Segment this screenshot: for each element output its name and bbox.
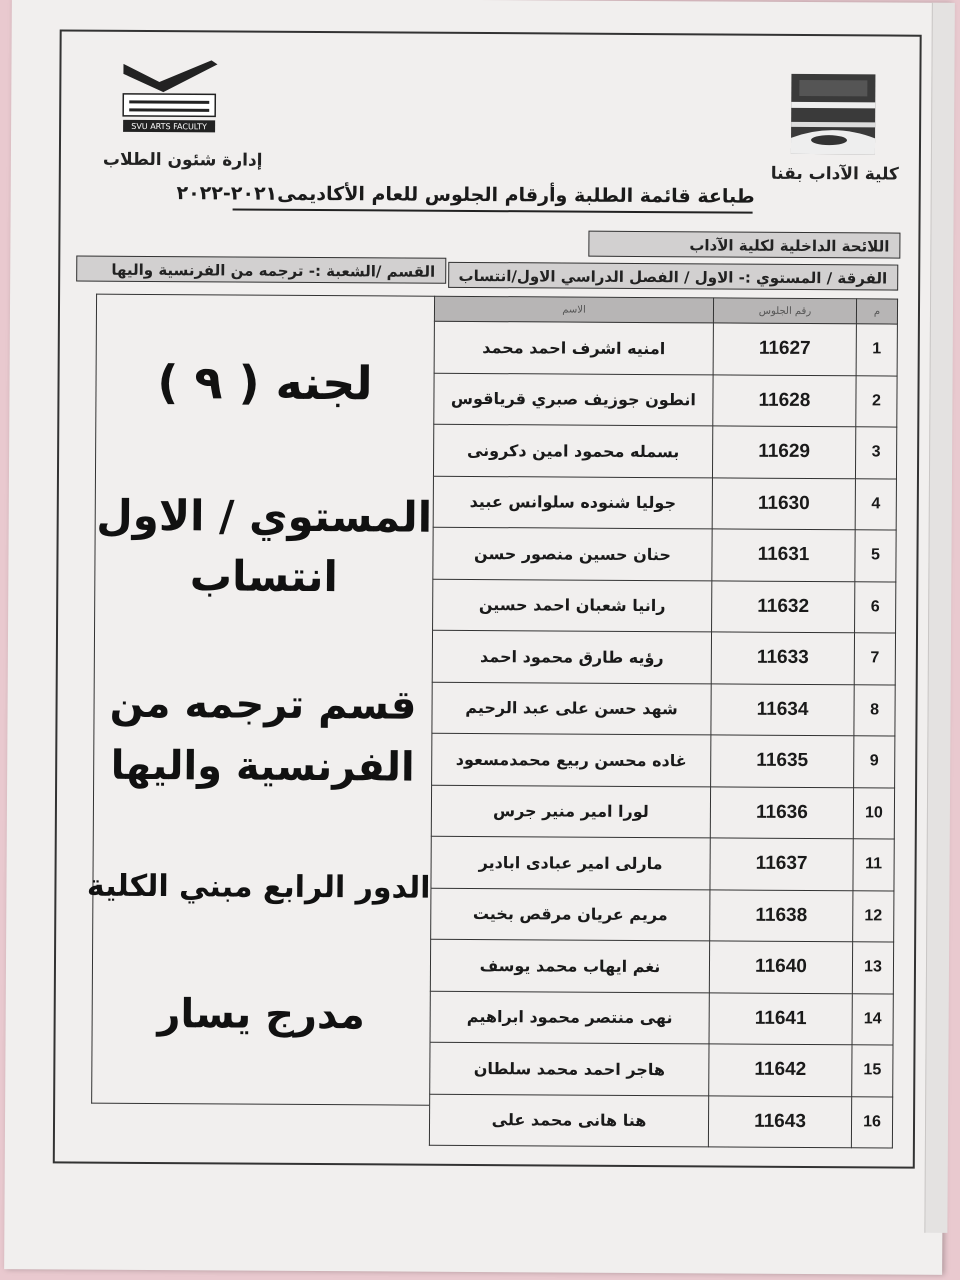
seat-number: 11628 bbox=[713, 374, 856, 426]
row-number: 15 bbox=[852, 1045, 893, 1097]
table-row bbox=[432, 630, 895, 684]
student-name: هنا هانى محمد على bbox=[429, 1094, 708, 1147]
student-name: رانيا شعبان احمد حسين bbox=[433, 579, 712, 632]
seat-number: 11627 bbox=[713, 323, 856, 375]
table-row bbox=[431, 836, 894, 890]
dept-line-1: قسم ترجمه من bbox=[109, 680, 417, 729]
student-name: لورا امير منير جرس bbox=[431, 785, 710, 838]
row-number: 2 bbox=[856, 375, 897, 427]
table-row bbox=[433, 579, 896, 633]
seat-number: 11632 bbox=[712, 580, 855, 632]
table-row bbox=[434, 321, 897, 375]
page-title: طباعة قائمة الطلبة وأرقام الجلوس للعام الأكاديمى٢٠٢١-٢٠٢٢ bbox=[176, 182, 755, 208]
seat-number: 11635 bbox=[711, 735, 854, 787]
table-row bbox=[431, 785, 894, 839]
student-name: مارلى امير عبادى ابادير bbox=[431, 836, 710, 889]
row-number: 5 bbox=[855, 530, 896, 582]
student-name: انطون جوزيف صبري قرياقوس bbox=[434, 373, 713, 426]
table-row bbox=[430, 1042, 893, 1096]
student-name: جوليا شنوده سلوانس عبيد bbox=[433, 476, 712, 529]
students-table bbox=[429, 296, 898, 1132]
row-number: 12 bbox=[853, 890, 894, 942]
row-number: 13 bbox=[852, 942, 893, 994]
seat-number: 11638 bbox=[710, 889, 853, 941]
level-label: المستوي / الاول bbox=[96, 490, 433, 542]
college-logo-icon bbox=[789, 72, 878, 157]
row-number: 10 bbox=[853, 787, 894, 839]
enroll-label: انتساب bbox=[189, 551, 339, 602]
seat-number: 11634 bbox=[711, 683, 854, 735]
student-name: امنيه اشرف احمد محمد bbox=[434, 321, 713, 374]
col-header-seat: رقم الجلوس bbox=[713, 298, 856, 324]
dept-line-2: الفرنسية واليها bbox=[110, 742, 415, 791]
col-header-index: م bbox=[856, 299, 897, 324]
student-name: شهد حسن على عبد الرحيم bbox=[432, 682, 711, 735]
table-header-row bbox=[434, 296, 897, 324]
table-row bbox=[432, 682, 895, 736]
row-number: 6 bbox=[855, 581, 896, 633]
row-number: 11 bbox=[853, 839, 894, 891]
row-number: 14 bbox=[852, 993, 893, 1045]
logo-lettering: SVU ARTS FACULTY bbox=[131, 121, 207, 132]
table-row bbox=[433, 476, 896, 530]
department-name: إدارة شئون الطلاب bbox=[102, 149, 263, 171]
college-name: كلية الآداب بقنا bbox=[770, 163, 899, 185]
table-row bbox=[430, 991, 893, 1045]
row-number: 1 bbox=[856, 324, 897, 376]
seat-number: 11643 bbox=[708, 1095, 851, 1147]
student-name: هاجر احمد محمد سلطان bbox=[430, 1042, 709, 1095]
row-number: 7 bbox=[854, 633, 895, 685]
floor-label: الدور الرابع مبني الكلية bbox=[86, 868, 431, 906]
bylaw-band: اللائحة الداخلية لكلية الآداب bbox=[588, 231, 900, 259]
seat-number: 11637 bbox=[710, 838, 853, 890]
table-row bbox=[429, 1094, 892, 1148]
hall-label: مدرج يسار bbox=[157, 991, 366, 1039]
student-name: حنان حسين منصور حسن bbox=[433, 527, 712, 580]
seat-number: 11640 bbox=[709, 941, 852, 993]
seat-number: 11631 bbox=[712, 529, 855, 581]
table-row bbox=[432, 733, 895, 787]
student-name: نهى منتصر محمود ابراهيم bbox=[430, 991, 709, 1044]
student-name: نغم ايهاب محمد يوسف bbox=[430, 939, 709, 992]
table-row bbox=[433, 424, 896, 478]
table-row bbox=[431, 888, 894, 942]
notice-panel bbox=[86, 294, 434, 1106]
seat-number: 11642 bbox=[709, 1044, 852, 1096]
seat-number: 11633 bbox=[711, 632, 854, 684]
table-row bbox=[434, 373, 897, 427]
table-row bbox=[433, 527, 896, 581]
sheet-edge bbox=[924, 3, 955, 1233]
student-name: مريم عريان مرقص بخيت bbox=[431, 888, 710, 941]
col-header-name: الاسم bbox=[434, 296, 713, 323]
row-number: 9 bbox=[854, 736, 895, 788]
seat-number: 11629 bbox=[712, 426, 855, 478]
row-number: 16 bbox=[851, 1096, 892, 1148]
division-band: القسم /الشعبة :- ترجمه من الفرنسية واليها bbox=[76, 256, 446, 284]
committee-label: لجنه ( ٩ ) bbox=[157, 355, 373, 411]
student-affairs-logo-icon bbox=[119, 58, 221, 141]
student-name: غاده محسن ربيع محمدمسعود bbox=[432, 733, 711, 786]
seat-number: 11636 bbox=[710, 786, 853, 838]
row-number: 8 bbox=[854, 684, 895, 736]
paper-sheet bbox=[4, 0, 950, 1275]
seat-number: 11641 bbox=[709, 992, 852, 1044]
level-band: الفرقة / المستوي :- الاول / الفصل الدراسي الاول/انتساب bbox=[448, 262, 898, 291]
seat-number: 11630 bbox=[712, 477, 855, 529]
row-number: 3 bbox=[855, 427, 896, 479]
student-name: بسمله محمود امين دكرونى bbox=[433, 424, 712, 477]
row-number: 4 bbox=[855, 478, 896, 530]
student-name: رؤيه طارق محمود احمد bbox=[432, 630, 711, 683]
table-row bbox=[430, 939, 893, 993]
